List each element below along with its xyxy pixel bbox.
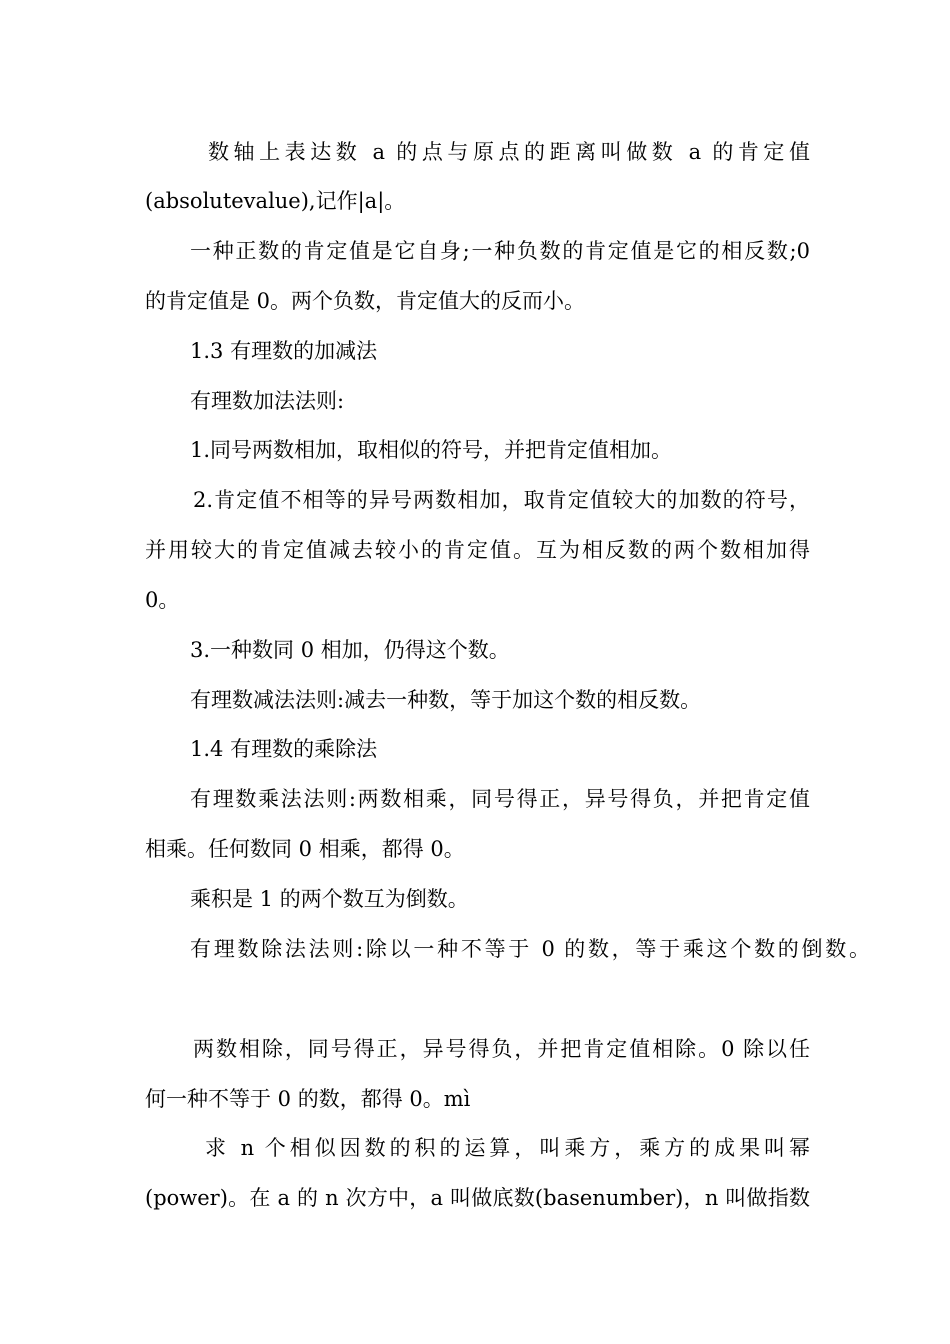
text-line: 数轴上表达数 a 的点与原点的距离叫做数 a 的肯定值	[208, 140, 810, 164]
text-line: 求 n 个相似因数的积的运算，叫乘方，乘方的成果叫幂	[205, 1136, 810, 1160]
text-line: (power)。在 a 的 n 次方中，a 叫做底数(basenumber)，n 叫做指数	[145, 1186, 810, 1210]
text-line: 一种正数的肯定值是它自身;一种负数的肯定值是它的相反数;0	[190, 239, 810, 263]
section-heading: 1.3 有理数的加减法	[190, 339, 378, 363]
text-line: (absolutevalue),记作|a|。	[145, 189, 406, 213]
text-line: 有理数除法法则:除以一种不等于 0 的数，等于乘这个数的倒数。	[190, 937, 870, 961]
text-line: 并用较大的肯定值减去较小的肯定值。互为相反数的两个数相加得	[145, 538, 810, 562]
text-line: 何一种不等于 0 的数，都得 0。mì	[145, 1087, 471, 1111]
text-line: 有理数加法法则:	[190, 389, 345, 413]
section-heading: 1.4 有理数的乘除法	[190, 737, 378, 761]
text-line: 的肯定值是 0。两个负数，肯定值大的反而小。	[145, 289, 586, 313]
text-line: 1.同号两数相加，取相似的符号，并把肯定值相加。	[190, 438, 673, 462]
text-line: 2.肯定值不相等的异号两数相加，取肯定值较大的加数的符号，	[193, 488, 810, 512]
text-line: 有理数减法法则:减去一种数，等于加这个数的相反数。	[190, 688, 702, 712]
text-line: 两数相除，同号得正，异号得负，并把肯定值相除。0 除以任	[193, 1037, 810, 1061]
text-line: 3.一种数同 0 相加，仍得这个数。	[190, 638, 510, 662]
text-line: 0。	[145, 588, 180, 612]
text-line: 相乘。任何数同 0 相乘，都得 0。	[145, 837, 465, 861]
text-line: 乘积是 1 的两个数互为倒数。	[190, 887, 469, 911]
text-line: 有理数乘法法则:两数相乘，同号得正，异号得负，并把肯定值	[190, 787, 810, 811]
